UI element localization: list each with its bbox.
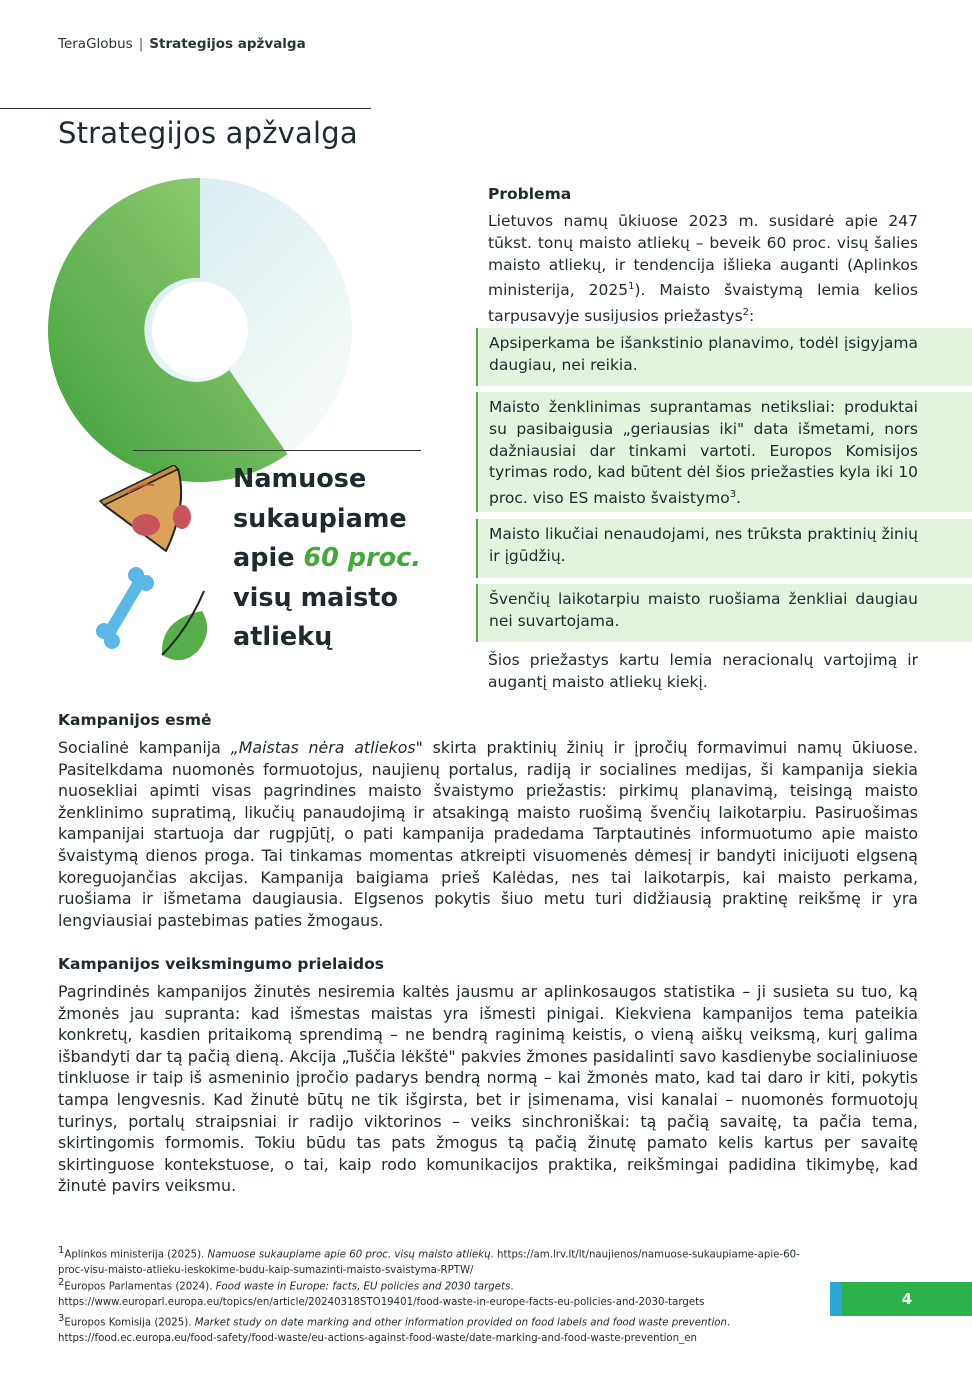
footnote [58,1275,818,1310]
stat-line: Namuose [233,464,367,494]
cause-text: Švenčių laikotarpiu maisto ruošiama ženkliai daugiau nei suvartojama. [489,590,918,630]
spacer [200,178,202,179]
footnote-title: Market study on date marking and other information provided on food labels and food waste prevention [194,1317,727,1329]
footnote-link[interactable]: . https://food.ec.europa.eu/food-safety/food-waste/eu-actions-against-food-waste/date-marking-and-food-waste-prevention_en [58,1317,731,1344]
stat-line [233,539,421,579]
cause-box [476,328,972,386]
stat-prefix: apie [233,543,304,574]
effectiveness-paragraph: Pagrindinės kampanijos žinutės nesiremia kaltės jausmu ar aplinkosaugos statistika – ji susieta su tuo, ką žmonės jau supranta: kad išmestas maistas yra išmesti pinigai. Kiekviena kampanijos tema pateikia konkretų, kasdien pritaikomą sprendimą – ne bendrą raginimą keistis, o vieną aiškų veiksmą, kurį galima išbandyti dar tą pačią dieną. Akcija „Tuščia lėkštė" pakvies žmones pasidalinti savo kasdienybe socialiniuose tinkluose ir taip iš asmeninio įpročio padarys bendrą normą – kai žmonės mato, kad tai daro ir kiti, pokytis tampa lengvesnis. Kad žinutė būtų ne tik išgirsta, bet ir įsimenama, visi kanalai – nuomonės formuotojų turinys, portalų straipsniai ir radijo viktorinos – veiks sinchroniškai: tą pačią savaitę, ta pačia tema, skirtingomis formomis. Tokiu būdu tas pats žmogus tą pačią žinutę pamato kelis kartus per savaitę skirtinguose kontekstuose, o tai, kaip rodo komunikacijos praktika, reikšmingai padidina tikimybę, kad žinutė pavirs veiksmu. [58,982,918,1196]
food-icons [88,465,228,665]
stat-line: sukaupiame [233,503,407,534]
footnote-link[interactable]: . https://www.europarl.europa.eu/topics/en/article/20240318STO19401/food-waste-in-europe-facts-eu-policies-and-2030-targets [58,1281,705,1308]
footnote-title: Food waste in Europe: facts, EU policies and 2030 targets [215,1281,511,1293]
page-number: 4 [842,1282,972,1316]
running-header [58,36,306,52]
footnote-ref[interactable]: 2 [742,307,750,319]
page-number-accent [830,1282,842,1316]
footnote-author: Europos Parlamentas (2024). [64,1281,216,1293]
problem-text: Lietuvos namų ūkiuose 2023 m. susidarė apie 247 tūkst. tonų maisto atliekų – beveik 60 proc. visų šalies maisto atliekų, ir tendencija išlieka auganti (Aplinkos ministerija, 2025 [488,212,918,300]
footnote-number: 3 [58,1313,65,1324]
campaign-name: „Maistas nėra atliekos" [230,738,423,757]
leaf-icon [162,591,207,660]
problem-conclusion: Šios priežastys kartu lemia neracionalų vartojimą ir augantį maisto atliekų kiekį. [488,651,918,691]
campaign-text: skirta praktinių žinių ir įpročių formavimui namų ūkiuose. Pasitelkdama nuomonės formuotojus, naujienų portalus, radiją ir socialines medijas, ši kampanija siekia nuosekliai apimti visas pagrindines maisto švaistymo priežastis: pirkimų planavimą, teisingą maisto ženklinimo supratimą, likučių panaudojimą ir atsakingą maisto ruošimą švenčių laikotarpiu. Pasiruošimas kampanijai startuoja dar rugpjūtį, o pati kampanija pradedama Tarptautinės informuotumo apie maisto švaistymą dienos proga. Tai tinkamas momentas atkreipti visuomenės dėmesį ir bandyti inicijuoti elgseną koreguojančias akcijas. Kampanija baigiama prieš Kalėdas, nes tai laikotarpis, kai maisto perkama, ruošiama ir išmetama daugiausia. Elgsenos pokytis šiuo metu turi didžiausią praktinę reikšmę ir yra lengviausiai pastebimas paties žmogaus. [58,738,918,930]
stat-highlight: 60 proc. [303,543,421,574]
footnote-title: Namuose sukaupiame apie 60 proc. visų maisto atliekų [207,1249,491,1261]
cause-box [476,584,972,642]
title-rule [0,108,371,109]
problem-text: ). Maisto švaistymą lemia kelios tarpusavyje susijusios priežastys [488,281,918,326]
footnote-number: 1 [58,1245,65,1256]
cause-text: Maisto ženklinimas suprantamas netiksliai: produktai su pasibaigusia „geriausias iki" data išmetami, nors dažniausiai dar tinkami vartoti. Europos Komisijos tyrimas rodo, kad būtent dėl šios priežasties kyla iki 10 proc. viso ES maisto švaistymo [489,398,918,508]
effectiveness-heading: Kampanijos veiksmingumo prielaidos [58,955,385,973]
footnote [58,1311,818,1346]
problem-heading: Problema [488,185,572,203]
cause-text: Maisto likučiai nenaudojami, nes trūksta praktinių žinių ir įgūdžių. [489,525,918,565]
footnote [58,1243,818,1278]
problem-text: : [749,307,755,326]
page-title: Strategijos apžvalga [58,116,358,150]
highlight-statistic [233,460,421,658]
cause-text: Apsiperkama be išankstinio planavimo, todėl įsigyjama daugiau, nei reikia. [489,334,918,374]
brand-name: TeraGlobus [58,36,133,52]
stat-rule [133,450,421,451]
footnote-author: Aplinkos ministerija (2025). [64,1249,208,1261]
footnote-author: Europos Komisija (2025). [64,1317,195,1329]
footnote-number: 2 [58,1277,65,1288]
problem-paragraph [488,211,918,328]
header-section: Strategijos apžvalga [149,36,306,52]
bone-icon [96,567,154,649]
cause-box: Maisto ženklinimas suprantamas netiksliai: produktai su pasibaigusia „geriausias iki" data išmetami, nors dažniausiai dar tinkami vartoti. Europos Komisijos tyrimas rodo, kad būtent dėl šios priežasties kyla iki 10 proc. viso ES maisto švaistymo$^3$. [476,392,972,512]
donut-illustration [48,178,352,482]
footnote-ref[interactable]: 3 [729,489,737,501]
campaign-text: Socialinė kampanija [58,738,231,757]
campaign-paragraph [58,737,918,931]
footnote-ref[interactable]: 1 [628,281,635,293]
footnote-link[interactable]: . https://am.lrv.lt/lt/naujienos/namuose-sukaupiame-apie-60-proc-visu-maisto-atlieku-ieskokime-budu-kaip-sumazinti-maisto-svaistyma-RPTW/ [58,1249,800,1276]
stat-line: atliekų [233,622,333,653]
cause-box [476,519,972,578]
stat-line: visų maisto [233,582,398,613]
pizza-slice-icon [100,465,191,551]
header-separator: | [138,36,144,52]
campaign-heading: Kampanijos esmė [58,711,212,729]
